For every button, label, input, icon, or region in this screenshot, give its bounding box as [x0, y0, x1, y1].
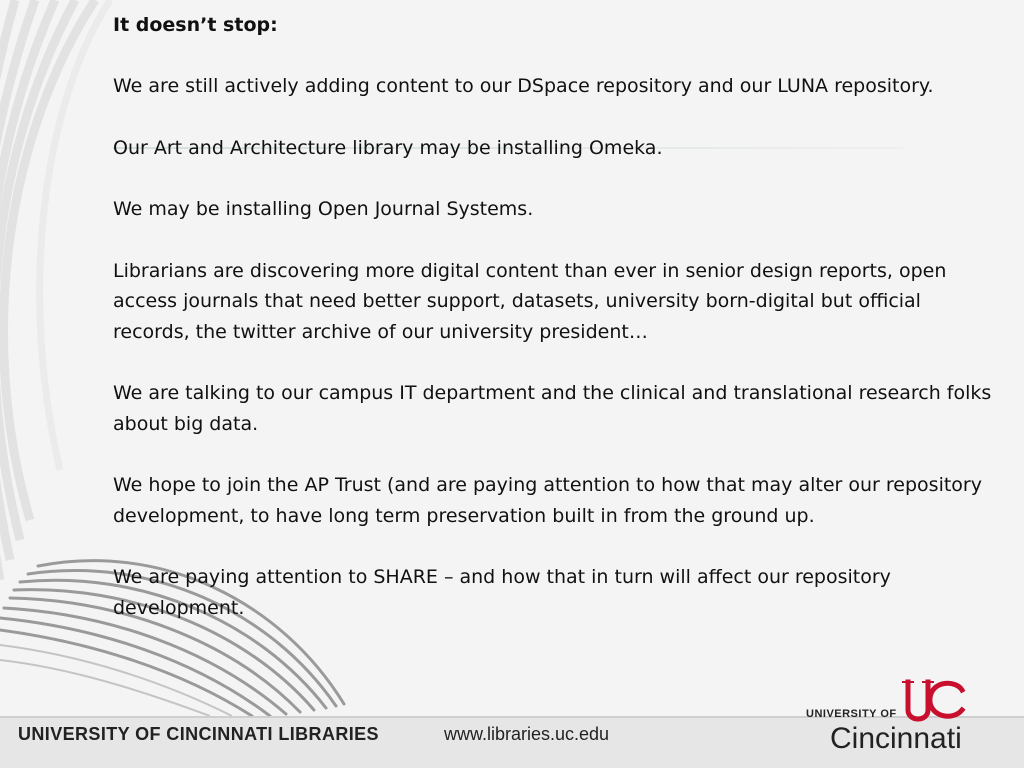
- slide-title: It doesn’t stop:: [113, 14, 278, 36]
- uc-monogram-icon: [908, 682, 962, 719]
- paragraph-digital-content: Librarians are discovering more digital content than ever in senior design reports, open access journals that need better support, datasets, university born-digital but official records, the twitter archive of our university president…: [113, 259, 947, 343]
- paragraph-share: We are paying attention to SHARE – and how that in turn will affect our repository development.: [113, 566, 891, 619]
- footer-url: www.libraries.uc.edu: [444, 724, 610, 744]
- university-of-cincinnati-logo: [800, 676, 980, 756]
- paragraph-ojs: We may be installing Open Journal Systems.: [113, 198, 534, 220]
- paragraph-omeka: Our Art and Architecture library may be installing Omeka.: [113, 136, 663, 159]
- slide-content: [113, 10, 993, 654]
- paragraph-ap-trust: We hope to join the AP Trust (and are paying attention to how that may alter our repository development, to have long term preservation built in from the ground up.: [113, 474, 982, 527]
- footer-org-name: UNIVERSITY OF CINCINNATI LIBRARIES: [18, 724, 379, 744]
- paragraph-big-data: We are talking to our campus IT department and the clinical and translational research folks about big data.: [113, 382, 992, 435]
- logo-top-text: UNIVERSITY OF: [806, 708, 897, 720]
- logo-name: Cincinnati: [830, 722, 962, 755]
- paragraph-dspace-luna: We are still actively adding content to our DSpace repository and our LUNA repository.: [113, 75, 934, 97]
